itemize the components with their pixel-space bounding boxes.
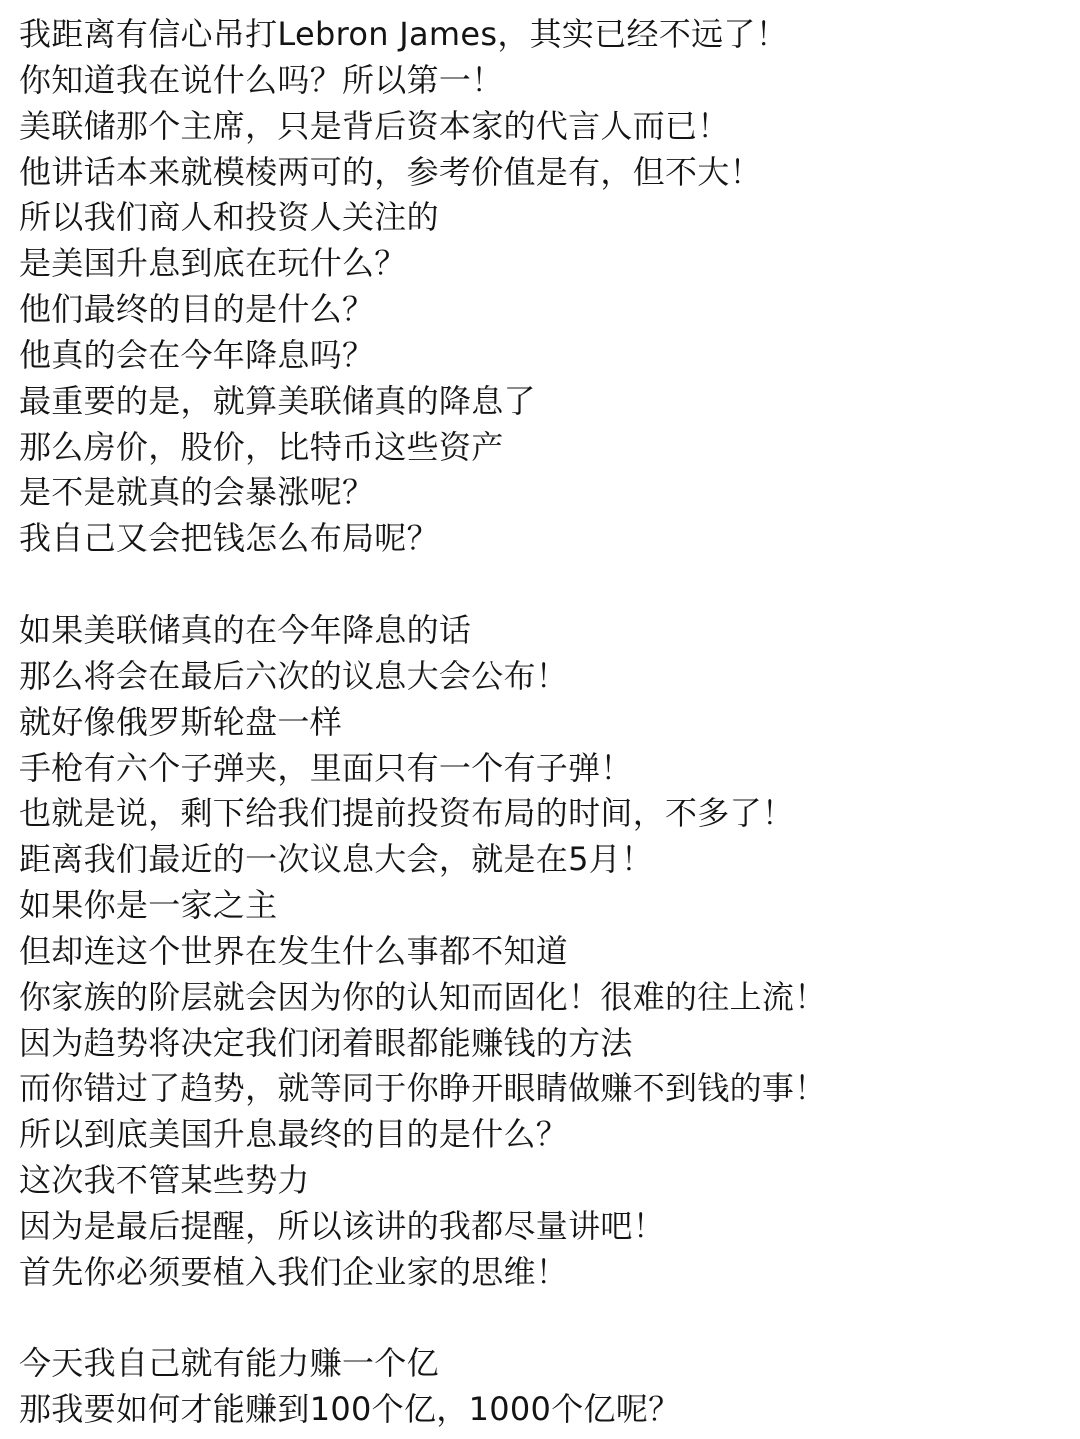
text-line: 这次我不管某些势力: [19, 1161, 310, 1200]
text-line: 那么房价，股价，比特币这些资产: [19, 427, 504, 466]
paragraph-1: [19, 12, 1069, 562]
text-line: 我自己又会把钱怎么布局呢？: [19, 519, 439, 558]
text-line: 你知道我在说什么吗？所以第一！: [19, 60, 504, 99]
text-line: 我距离有信心吊打Lebron James，其实已经不远了！: [19, 15, 789, 53]
paragraph-gap: [19, 562, 1069, 608]
text-line: 他们最终的目的是什么？: [19, 290, 375, 329]
text-line: 那么将会在最后六次的议息大会公布！: [19, 656, 569, 695]
text-line: 因为是最后提醒，所以该讲的我都尽量讲吧！: [19, 1206, 666, 1245]
text-line: 如果你是一家之主: [19, 886, 278, 925]
text-line: 首先你必须要植入我们企业家的思维！: [19, 1252, 569, 1291]
text-line: 因为趋势将决定我们闭着眼都能赚钱的方法: [19, 1023, 633, 1062]
text-line: 如果美联储真的在今年降息的话: [19, 610, 472, 649]
text-line: 他真的会在今年降息吗？: [19, 335, 375, 374]
text-line: 就好像俄罗斯轮盘一样: [19, 702, 343, 741]
text-line: 所以我们商人和投资人关注的: [19, 198, 439, 237]
paragraph-gap: [19, 1296, 1069, 1342]
text-line: 那我要如何才能赚到100个亿，1000个亿呢？: [19, 1390, 681, 1429]
text-line: 距离我们最近的一次议息大会，就是在5月！: [19, 840, 654, 879]
paragraph-3: [19, 1341, 1069, 1433]
text-line: 而你错过了趋势，就等同于你睁开眼睛做赚不到钱的事！: [19, 1069, 827, 1108]
text-line: 是不是就真的会暴涨呢？: [19, 473, 375, 512]
text-line: 但却连这个世界在发生什么事都不知道: [19, 931, 569, 970]
text-line: 最重要的是，就算美联储真的降息了: [19, 381, 536, 420]
text-line: 他讲话本来就模棱两可的，参考价值是有，但不大！: [19, 152, 762, 191]
text-line: 你家族的阶层就会因为你的认知而固化！很难的往上流！: [19, 977, 827, 1016]
text-line: 手枪有六个子弹夹，里面只有一个有子弹！: [19, 748, 633, 787]
article-text: [19, 12, 1069, 1433]
text-line: 是美国升息到底在玩什么？: [19, 244, 407, 283]
text-line: 美联储那个主席，只是背后资本家的代言人而已！: [19, 106, 730, 145]
text-line: 所以到底美国升息最终的目的是什么？: [19, 1115, 569, 1154]
text-line: 今天我自己就有能力赚一个亿: [19, 1344, 439, 1383]
paragraph-2: [19, 608, 1069, 1296]
text-line: 也就是说，剩下给我们提前投资布局的时间，不多了！: [19, 794, 795, 833]
